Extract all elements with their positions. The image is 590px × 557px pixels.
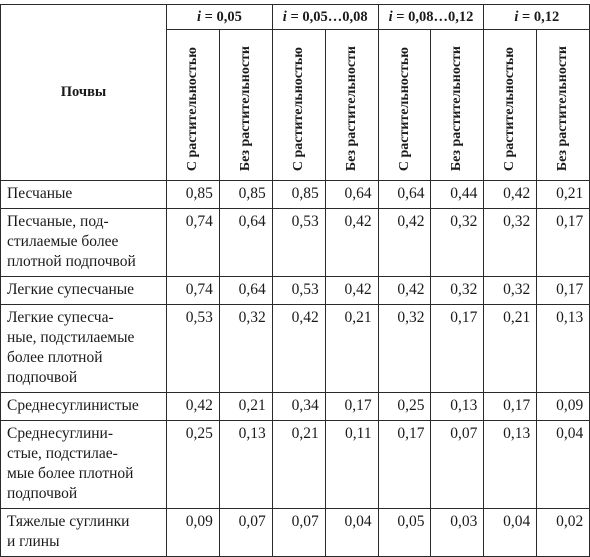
value-cell: 0,64 [219,277,272,305]
soil-type-cell: Среднесуглинистые [1,393,167,421]
table-row [1,393,590,421]
value-cell: 0,42 [325,277,378,305]
value-cell: 0,13 [537,305,590,393]
value-cell: 0,03 [431,509,484,557]
value-cell: 0,53 [167,305,220,393]
value-cell: 0,64 [325,181,378,209]
value-cell: 0,17 [537,209,590,277]
value-cell: 0,04 [537,421,590,509]
soil-type-cell: Тяжелые суглинки и глины [1,509,167,557]
group-header-row [1,5,590,30]
value-cell: 0,21 [219,393,272,421]
value-cell: 0,21 [537,181,590,209]
table-row [1,277,590,305]
slope-group-header: i = 0,08…0,12 [378,5,484,30]
value-cell: 0,04 [325,509,378,557]
value-cell: 0,32 [484,209,537,277]
value-cell: 0,64 [219,209,272,277]
value-cell: 0,64 [378,181,431,209]
with-vegetation-header: С растительностью [167,30,220,181]
value-cell: 0,09 [167,509,220,557]
value-cell: 0,13 [484,421,537,509]
value-cell: 0,17 [378,421,431,509]
table-row [1,305,590,393]
table-row [1,509,590,557]
value-cell: 0,07 [219,509,272,557]
value-cell: 0,25 [378,393,431,421]
value-cell: 0,09 [537,393,590,421]
value-cell: 0,07 [272,509,325,557]
value-cell: 0,25 [167,421,220,509]
value-cell: 0,21 [272,421,325,509]
soil-type-cell: Песчаные, под- стилаемые более плотной подпочвой [1,209,167,277]
value-cell: 0,17 [537,277,590,305]
value-cell: 0,32 [378,305,431,393]
runoff-coefficient-table [0,4,590,557]
value-cell: 0,42 [272,305,325,393]
value-cell: 0,85 [167,181,220,209]
soil-type-cell: Легкие супесча- ные, подстилаемые более плотной подпочвой [1,305,167,393]
without-vegetation-header: Без растительности [431,30,484,181]
table-row [1,421,590,509]
value-cell: 0,42 [378,277,431,305]
value-cell: 0,85 [219,181,272,209]
soil-type-cell: Легкие супесчаные [1,277,167,305]
value-cell: 0,53 [272,209,325,277]
value-cell: 0,42 [484,181,537,209]
value-cell: 0,21 [325,305,378,393]
value-cell: 0,11 [325,421,378,509]
without-vegetation-header: Без растительности [219,30,272,181]
slope-group-header: i = 0,05 [167,5,273,30]
value-cell: 0,17 [431,305,484,393]
value-cell: 0,42 [167,393,220,421]
value-cell: 0,17 [325,393,378,421]
without-vegetation-header: Без растительности [325,30,378,181]
value-cell: 0,74 [167,209,220,277]
value-cell: 0,44 [431,181,484,209]
slope-group-header: i = 0,05…0,08 [272,5,378,30]
value-cell: 0,74 [167,277,220,305]
value-cell: 0,05 [378,509,431,557]
value-cell: 0,32 [431,277,484,305]
value-cell: 0,21 [484,305,537,393]
soil-column-header: Почвы [1,5,167,181]
value-cell: 0,13 [219,421,272,509]
value-cell: 0,04 [484,509,537,557]
value-cell: 0,07 [431,421,484,509]
soil-type-cell: Среднесуглини- стые, подстилае- мые более плотной подпочвой [1,421,167,509]
value-cell: 0,42 [325,209,378,277]
value-cell: 0,17 [484,393,537,421]
value-cell: 0,13 [431,393,484,421]
table-row [1,209,590,277]
with-vegetation-header: С растительностью [272,30,325,181]
value-cell: 0,85 [272,181,325,209]
slope-group-header: i = 0,12 [484,5,590,30]
with-vegetation-header: С растительностью [484,30,537,181]
value-cell: 0,02 [537,509,590,557]
value-cell: 0,32 [484,277,537,305]
table-row [1,181,590,209]
value-cell: 0,42 [378,209,431,277]
with-vegetation-header: С растительностью [378,30,431,181]
value-cell: 0,53 [272,277,325,305]
soil-type-cell: Песчаные [1,181,167,209]
without-vegetation-header: Без растительности [537,30,590,181]
value-cell: 0,32 [431,209,484,277]
value-cell: 0,32 [219,305,272,393]
value-cell: 0,34 [272,393,325,421]
